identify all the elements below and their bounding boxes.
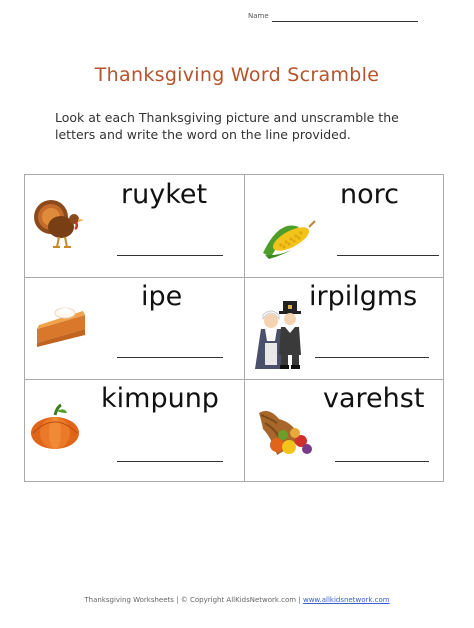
name-line[interactable] bbox=[272, 21, 418, 22]
pie-icon bbox=[35, 307, 91, 347]
puzzle-cell-corn bbox=[245, 175, 465, 277]
puzzle-cell-pumpkin bbox=[25, 379, 245, 481]
answer-line[interactable] bbox=[117, 255, 223, 256]
footer-link[interactable]: www.allkidsnetwork.com bbox=[302, 596, 390, 604]
footer-left: Thanksgiving Worksheets bbox=[84, 596, 174, 604]
scrambled-word: varehst bbox=[323, 383, 425, 414]
footer-separator: | bbox=[176, 596, 181, 604]
footer-separator: | bbox=[298, 596, 303, 604]
scrambled-word: irpilgms bbox=[309, 281, 418, 312]
page-title: Thanksgiving Word Scramble bbox=[94, 64, 380, 86]
puzzle-cell-turkey bbox=[25, 175, 245, 277]
instructions: Look at each Thanksgiving picture and unscramble the letters and write the word on the line provided. bbox=[55, 110, 399, 142]
puzzle-cell-pie bbox=[25, 277, 245, 379]
corn-icon bbox=[261, 213, 319, 261]
scrambled-word: ipe bbox=[141, 281, 183, 312]
name-row bbox=[248, 12, 423, 26]
answer-line[interactable] bbox=[117, 357, 223, 358]
scrambled-word: norc bbox=[340, 179, 399, 210]
footer bbox=[0, 596, 474, 604]
footer-copyright: © Copyright AllKidsNetwork.com bbox=[180, 596, 297, 604]
answer-line[interactable] bbox=[335, 461, 429, 462]
cornucopia-icon bbox=[255, 403, 315, 459]
turkey-icon bbox=[31, 197, 89, 249]
name-label: Name bbox=[248, 12, 269, 20]
answer-line[interactable] bbox=[315, 357, 429, 358]
puzzle-grid bbox=[24, 174, 444, 482]
scrambled-word: ruyket bbox=[121, 179, 208, 210]
pumpkin-icon bbox=[29, 403, 81, 451]
answer-line[interactable] bbox=[337, 255, 439, 256]
puzzle-cell-cornucopia bbox=[245, 379, 465, 481]
puzzle-cell-pilgrims bbox=[245, 277, 465, 379]
scrambled-word: kimpunp bbox=[101, 383, 219, 414]
pilgrims-icon bbox=[253, 299, 309, 371]
answer-line[interactable] bbox=[117, 461, 223, 462]
